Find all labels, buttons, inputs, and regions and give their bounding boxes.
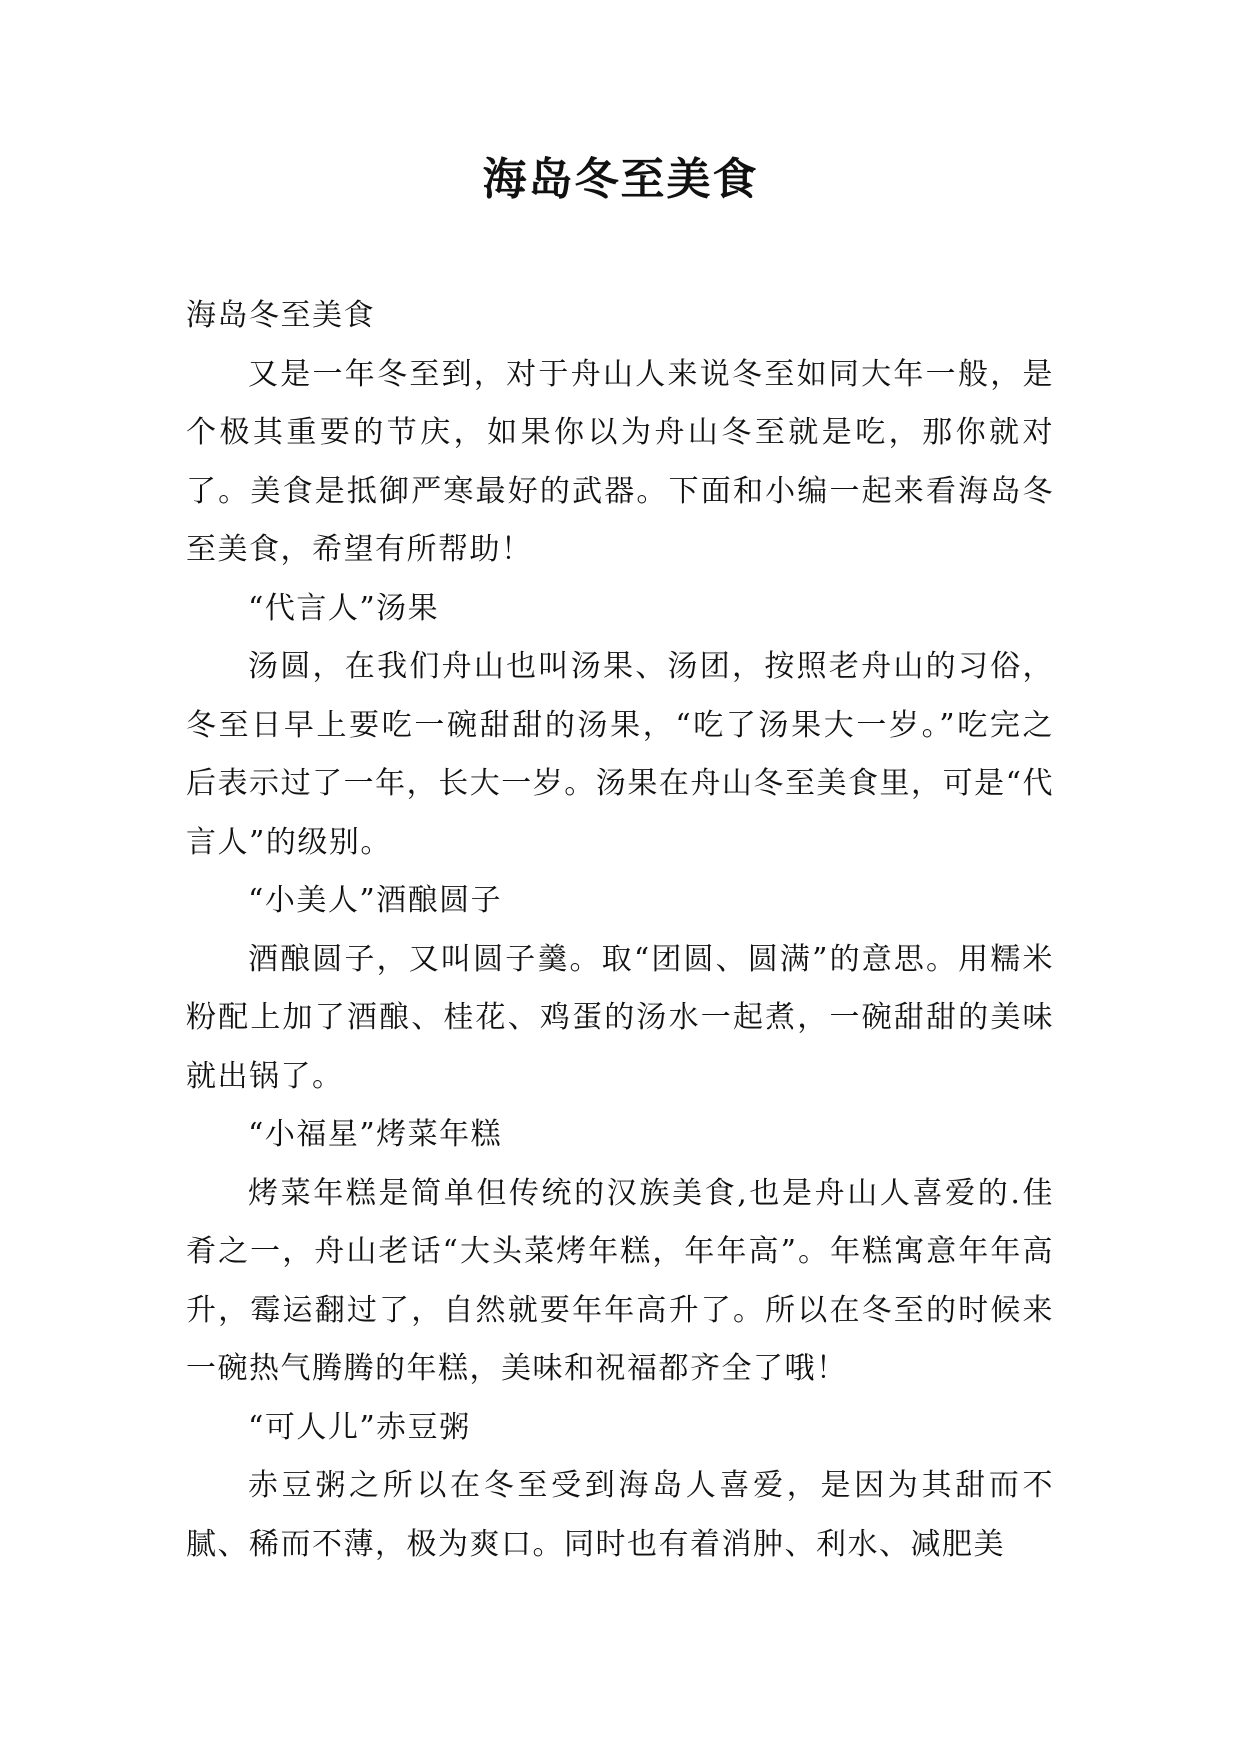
document-title: 海岛冬至美食 — [482, 154, 759, 205]
paragraph-intro: 又是一年冬至到，对于舟山人来说冬至如同大年一般，是个极其重要的节庆，如果你以为舟山冬至就是吃，那你就对了。美食是抵御严寒最好的武器。下面和小编一起来看海岛冬至美食，希望有所帮助！ — [186, 356, 1054, 567]
section-heading-tangguo: “代言人”汤果 — [248, 590, 440, 626]
section-heading-niangao: “小福星”烤菜年糕 — [248, 1117, 503, 1152]
section-heading-jiuniang: “小美人”酒酿圆子 — [248, 883, 503, 918]
paragraph-niangao: 烤菜年糕是简单但传统的汉族美食,也是舟山人喜爱的.佳肴之一，舟山老话“大头菜烤年糕，年年高”。年糕寓意年年高升，霉运翻过了，自然就要年年高升了。所以在冬至的时候来一碗热气腾腾的年糕，美味和祝福都齐全了哦！ — [186, 1175, 1054, 1386]
paragraph-chidouzhou: 赤豆粥之所以在冬至受到海岛人喜爱，是因为其甜而不腻、稀而不薄，极为爽口。同时也有着消肿、利水、减肥美 — [186, 1468, 1054, 1562]
paragraph-tangguo: 汤圆，在我们舟山也叫汤果、汤团，按照老舟山的习俗，冬至日早上要吃一碗甜甜的汤果，“吃了汤果大一岁。”吃完之后表示过了一年，长大一岁。汤果在舟山冬至美食里，可是“代言人”的级别。 — [186, 649, 1054, 860]
section-heading-chidouzhou: “可人儿”赤豆粥 — [248, 1409, 471, 1445]
document-body — [186, 287, 1054, 1574]
document-subtitle: 海岛冬至美食 — [186, 298, 375, 333]
paragraph-jiuniang: 酒酿圆子，又叫圆子羹。取“团圆、圆满”的意思。用糯米粉配上加了酒酿、桂花、鸡蛋的汤水一起煮，一碗甜甜的美味就出锅了。 — [186, 941, 1054, 1094]
